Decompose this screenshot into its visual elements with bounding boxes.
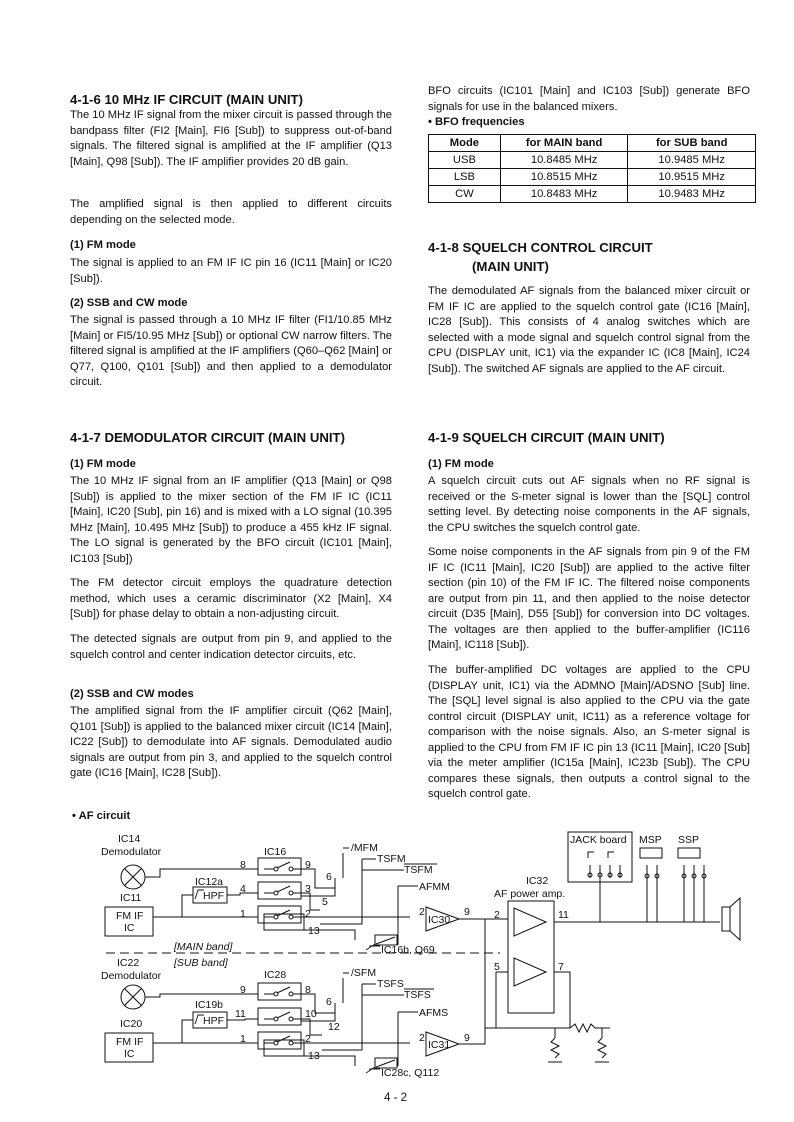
ic32-label: IC32 <box>526 875 549 887</box>
pin-m-ic30-out: 9 <box>464 906 470 918</box>
bfo-cell: 10.8515 MHz <box>500 169 628 186</box>
ic28c-switch <box>375 1058 397 1068</box>
pin-amp-in2: 2 <box>494 909 500 921</box>
pin-s2: 2 <box>305 1033 311 1045</box>
pin-m-ic30-in: 2 <box>419 906 425 918</box>
fm-if-main-line-1: FM IF <box>116 910 144 922</box>
afms-signal-label: AFMS <box>419 1007 449 1019</box>
section-4-1-6-fm-title: (1) FM mode <box>70 239 136 251</box>
pin-s9: 9 <box>240 984 246 996</box>
fm-if-main-line-2: IC <box>124 922 135 934</box>
section-4-1-9-para-3: The buffer-amplified DC voltages are applied to the CPU (DISPLAY unit, IC1) via the ADMNO [Main]/ADSNO [Sub] line. The [SQL] level signal is also applied to the CPU via the gate control circuit (DISPLAY unit, IC11) as a reference voltage for comparison with the noise signals. Also, an S-meter signal is applied to the CPU from FM IF IC pin 13 (IC11 [Main], IC20 [Sub] via the meter amplifier (IC15a [Main], IC23b [Sub]). The CPU compares these signals, then outputs a control signal to the squelch control gate. <box>428 664 750 801</box>
jack-board-label: JACK board <box>570 834 627 846</box>
table-row <box>429 169 756 186</box>
msp-jack <box>640 848 662 922</box>
pin-m2: 2 <box>305 908 311 920</box>
pin-s13: 13 <box>308 1050 320 1062</box>
demodulator-main-label: Demodulator <box>101 846 162 858</box>
ic28-switch-4 <box>264 1040 304 1056</box>
resistor-ground-2 <box>595 1028 609 1062</box>
ic16b-switch <box>375 935 397 945</box>
pin-s1: 1 <box>240 1033 246 1045</box>
section-4-1-7-ssb-title: (2) SSB and CW modes <box>70 688 194 700</box>
pin-amp-out11: 11 <box>558 909 569 921</box>
bfo-frequencies-title: • BFO frequencies <box>428 116 525 128</box>
section-4-1-8-title-line-1: 4-1-8 SQUELCH CONTROL CIRCUIT <box>428 240 653 255</box>
table-row <box>429 186 756 203</box>
ic16-switch-4 <box>264 914 304 930</box>
bfo-header-mode: Mode <box>429 135 501 152</box>
section-4-1-7-ssb-text: The amplified signal from the IF amplifier circuit (Q62 [Main], Q101 [Sub]) is applied to the balanced mixer circuit (IC14 [Main], IC22 [Sub]) to demodulate into AF signals. Demodulated audio signals are output from pin 3, and applied to the squelch control gate (IC16 [Main], IC28 [Sub]). <box>70 705 392 780</box>
resistor-ground-1 <box>548 1028 562 1062</box>
demodulator-sub-symbol <box>121 985 145 1009</box>
ic12a-label: IC12a <box>195 876 224 888</box>
hpf-main-label: HPF <box>203 890 224 902</box>
section-4-1-9-title: 4-1-9 SQUELCH CIRCUIT (MAIN UNIT) <box>428 430 665 445</box>
bfo-cell: USB <box>429 152 501 169</box>
ic32-amp-2 <box>514 958 546 986</box>
pin-s-ic31-out: 9 <box>464 1032 470 1044</box>
section-4-1-6-para-2: The amplified signal is then applied to different circuits depending on the selected mode. <box>70 198 392 226</box>
pin-amp-out7: 7 <box>558 961 564 973</box>
section-4-1-6-fm-text: The signal is applied to an FM IF IC pin 16 (IC11 [Main] or IC20 [Sub]). <box>70 257 392 285</box>
ssp-jack <box>678 848 706 922</box>
tsfs-bar-signal-label: TSFS <box>404 989 431 1001</box>
ic16-switch-1 <box>258 858 301 875</box>
pin-m6: 6 <box>326 871 332 883</box>
sub-band-label: [SUB band] <box>174 957 228 969</box>
ic28-label: IC28 <box>264 969 287 981</box>
sfm-signal-label: /SFM <box>351 967 377 979</box>
bfo-header-sub: for SUB band <box>628 135 756 152</box>
mix-resistor <box>570 1024 610 1032</box>
ic20-label: IC20 <box>120 1018 143 1030</box>
ic19b-label: IC19b <box>195 999 224 1011</box>
page-number: 4 - 2 <box>384 1092 408 1104</box>
section-4-1-7-fm-para-3: The detected signals are output from pin 9, and applied to the squelch control and center indication detector circuits, etc. <box>70 633 392 661</box>
pin-m5: 5 <box>322 896 328 908</box>
bfo-cell: 10.8483 MHz <box>500 186 628 203</box>
pin-s-ic31-in: 2 <box>419 1032 425 1044</box>
pin-s6: 6 <box>326 996 332 1008</box>
ic22-label: IC22 <box>117 957 140 969</box>
section-4-1-8-text: The demodulated AF signals from the balanced mixer circuit or FM IF IC are applied to the squelch control gate (IC16 [Main], IC28 [Sub]). This consists of 4 analog switches which are selected with a mode signal and squelch control signal from the CPU (DISPLAY unit, IC1) via the expander IC (IC8 [Main], IC24 [Sub]). The switched AF signals are applied to the AF circuit. <box>428 285 750 375</box>
pin-m1: 1 <box>240 908 246 920</box>
bfo-header-main: for MAIN band <box>500 135 628 152</box>
speaker-icon <box>722 898 740 940</box>
pin-m4: 4 <box>240 883 246 895</box>
af-power-amp-label: AF power amp. <box>494 888 566 900</box>
ic30-label: IC30 <box>428 914 451 926</box>
msp-label: MSP <box>639 834 662 846</box>
pin-m3: 3 <box>305 883 311 895</box>
section-4-1-9-fm-title: (1) FM mode <box>428 458 494 470</box>
ic28c-q112-label: IC28c, Q112 <box>381 1067 440 1079</box>
demodulator-main-symbol <box>121 865 145 889</box>
ic28-switch-1 <box>258 983 301 1000</box>
switch-contacts-sub <box>264 987 301 1045</box>
table-row <box>429 152 756 169</box>
section-4-1-6-ssb-title: (2) SSB and CW mode <box>70 297 188 309</box>
pin-m13: 13 <box>308 925 320 937</box>
section-4-1-6-ssb-text: The signal is passed through a 10 MHz IF filter (FI1/10.85 MHz [Main] or FI5/10.95 MHz [Sub]) or optional CW narrow filters. The filtered signal is amplified at the IF amplifiers (Q60–Q62 [Main] or Q77, Q100, Q101 [Sub]) and then applied to a demodulator circuit. <box>70 314 392 389</box>
tsfs-signal-label: TSFS <box>377 978 404 990</box>
fm-if-sub-line-1: FM IF <box>116 1036 144 1048</box>
jack-contacts <box>588 852 622 878</box>
bfo-table-header-row <box>429 135 756 152</box>
ic16-switch-2 <box>258 882 301 899</box>
ssp-label: SSP <box>678 834 700 846</box>
pin-amp-in5: 5 <box>494 961 500 973</box>
section-4-1-6-para-1: The 10 MHz IF signal from the mixer circuit is passed through the bandpass filter (FI2 [Main], FI6 [Sub]) to suppress out-of-band signals. The filtered signal is amplified at the IF amplifier (Q13 [Main], Q98 [Sub]). The IF amplifier provides 20 dB gain. <box>70 109 392 168</box>
ic30-symbol <box>426 907 459 931</box>
pin-s8: 8 <box>305 984 311 996</box>
section-4-1-7-fm-para-2: The FM detector circuit employs the quadrature detection method, which uses a ceramic discriminator (X2 [Main], X4 [Sub]) for phase delay to obtain a non-adjusting circuit. <box>70 577 392 621</box>
ic28-switch-3 <box>258 1032 301 1049</box>
tsfm-bar-signal-label: TSFM <box>404 864 433 876</box>
ic11-label: IC11 <box>120 892 142 904</box>
hpf-sub-box <box>193 1012 227 1028</box>
ic31-label: IC31 <box>428 1039 451 1051</box>
section-4-1-8-title-line-2: (MAIN UNIT) <box>472 259 549 274</box>
ic28-switch-2 <box>258 1008 301 1025</box>
ground-main-sq <box>366 944 380 950</box>
ic14-label: IC14 <box>118 833 141 845</box>
section-4-1-9-para-2: Some noise components in the AF signals from pin 9 of the FM IF IC (IC11 [Main], IC20 [Sub]) are applied to the active filter section (pin 10) of the FM IF IC. The filtered noise components are output from pin 11, and then applied to the noise detector circuit (D35 [Main], D55 [Sub]) for conversion into DC voltages. The voltages are then applied to the buffer-amplifier (IC116 [Main], IC118 [Sub]). <box>428 546 750 652</box>
bfo-cell: 10.8485 MHz <box>500 152 628 169</box>
af-circuit-title: • AF circuit <box>72 810 131 822</box>
ic32-box <box>508 901 554 1013</box>
pin-m9: 9 <box>305 859 311 871</box>
jack-board-box <box>568 832 632 882</box>
pin-s11: 11 <box>235 1008 246 1020</box>
ic31-symbol <box>426 1032 459 1056</box>
fm-if-sub-box <box>105 1033 153 1062</box>
ic16b-q69-label: IC16b, Q69 <box>381 944 435 956</box>
bfo-frequency-table <box>428 134 756 203</box>
afmm-signal-label: AFMM <box>419 881 450 893</box>
pin-s10: 10 <box>305 1008 317 1020</box>
hpf-main-box <box>193 887 227 903</box>
ic16-label: IC16 <box>264 846 287 858</box>
tsfm-signal-label: TSFM <box>377 853 406 865</box>
bfo-cell: LSB <box>429 169 501 186</box>
bfo-cell: 10.9485 MHz <box>628 152 756 169</box>
section-4-1-7-fm-title: (1) FM mode <box>70 458 136 470</box>
switch-contacts-main <box>264 862 301 919</box>
demodulator-sub-label: Demodulator <box>101 970 162 982</box>
bfo-cell: 10.9515 MHz <box>628 169 756 186</box>
pin-m8: 8 <box>240 859 246 871</box>
fm-if-sub-line-2: IC <box>124 1048 135 1060</box>
fm-if-main-box <box>105 907 153 936</box>
main-band-label: [MAIN band] <box>174 941 233 953</box>
bfo-cell: CW <box>429 186 501 203</box>
pin-s12: 12 <box>328 1021 340 1033</box>
bfo-intro: BFO circuits (IC101 [Main] and IC103 [Sub]) generate BFO signals for use in the balanced mixers. <box>428 85 750 113</box>
ic32-amp-1 <box>514 908 546 936</box>
section-4-1-9-para-1: A squelch circuit cuts out AF signals when no RF signal is received or the S-meter signal is lower than the [SQL] control setting level. By detecting noise components in the AF signals, the CPU switches the squelch control gate. <box>428 475 750 534</box>
hpf-sub-label: HPF <box>203 1015 224 1027</box>
section-4-1-7-fm-para-1: The 10 MHz IF signal from an IF amplifier (Q13 [Main] or Q98 [Sub]) is applied to the mixer section of the FM IF IC (IC11 [Main], IC20 [Sub], pin 16) and is mixed with a LO signal (10.395 MHz [Main], 10.495 MHz [Sub]) to produce a 455 kHz IF signal. The LO signal is generated by the BFO circuit (IC101 [Main], IC103 [Sub]) <box>70 475 392 565</box>
bfo-cell: 10.9483 MHz <box>628 186 756 203</box>
ic16-switch-3 <box>258 906 301 923</box>
ground-sub-sq <box>366 1067 380 1073</box>
mfm-signal-label: /MFM <box>351 842 378 854</box>
section-4-1-6-title: 4-1-6 10 MHz IF CIRCUIT (MAIN UNIT) <box>70 92 303 107</box>
section-4-1-7-title: 4-1-7 DEMODULATOR CIRCUIT (MAIN UNIT) <box>70 430 345 445</box>
